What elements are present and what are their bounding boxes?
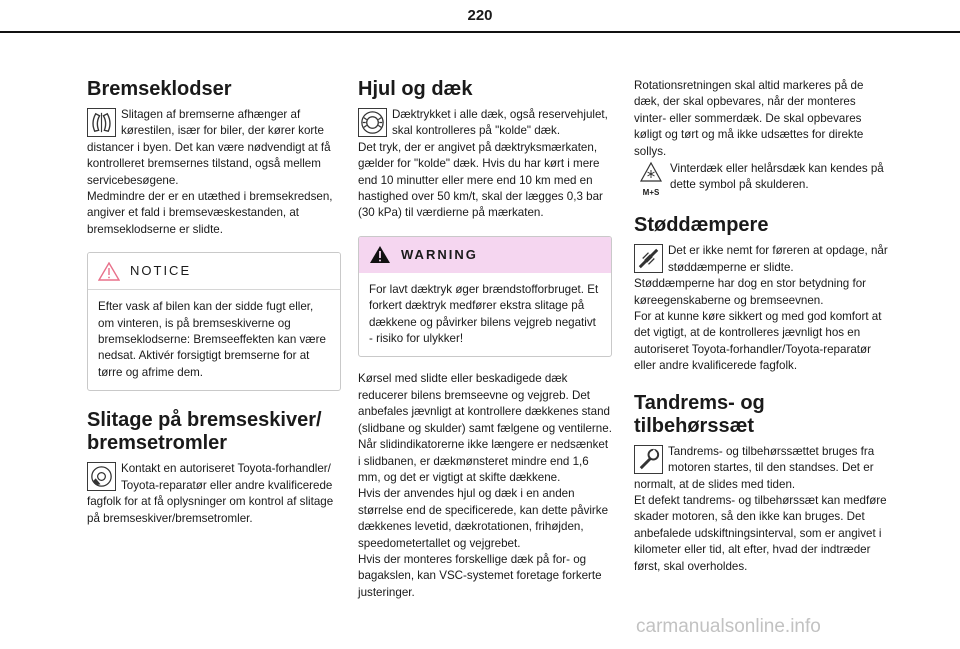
wrench-icon	[634, 445, 663, 474]
brake-pad-icon	[87, 108, 116, 137]
tyre-icon	[358, 108, 387, 137]
shock-text-3: For at kunne køre sikkert og med god komfort at det vigtigt, at de kontrolleres jævnligt hos en autoriseret Toyota-forhandler/Toyota-reparatør eller andre kvalificerede fagfolk.	[634, 310, 882, 373]
tyres-text-2: Det tryk, der er angivet på dæktryksmærkaten, gælder for "kolde" dæk. Hvis du har kørt i mere end 10 minutter eller mere end 10 km med en hastighed over 50 km/t, skal der lægges 0,3 bar (30 kPa) til værdierne på mærkaten.	[358, 140, 603, 220]
shock-absorber-icon	[634, 244, 663, 273]
snowflake-mountain-icon	[638, 161, 664, 183]
tyres-text-3: Kørsel med slidte eller beskadigede dæk reducerer bilens bremseevne og vejgreb. Det anbefales jævnligt at kontrollere dækkenes stand (slidbane og skulder) samt fælgene og ventilerne.	[358, 372, 612, 435]
brake-pads-text-2: Medmindre der er en utæthed i bremsekredsen, angiver et fald i bremsevæskestanden, at bremseklodserne er slidte.	[87, 190, 333, 236]
page-number: 220	[467, 7, 493, 24]
footer-watermark: carmanualsonline.info	[636, 616, 821, 637]
shock-text-1: Det er ikke nemt for føreren at opdage, når støddæmperne er slidte.	[668, 244, 888, 274]
column-3	[634, 78, 888, 575]
heading-shock-absorbers: Støddæmpere	[634, 214, 769, 237]
heading-brake-pads: Bremseklodser	[87, 78, 232, 100]
brake-pads-text-1: Slitagen af bremserne afhænger af kørestilen, især for biler, der kører korte distancer i byen. Det kan være nødvendigt at få kontrolleret bremsernes tilstand, også mellem servicebesøgene.	[87, 108, 331, 187]
shock-text-2: Støddæmperne har dog en stor betydning for køreegenskaberne og bremseevnen.	[634, 277, 867, 307]
warning-box	[358, 236, 612, 358]
warning-text: For lavt dæktryk øger brændstofforbruget. Et forkert dæktryk medfører ekstra slitage på dækkene og påvirker bilens vejgreb negativt - risiko for ulykker!	[369, 282, 599, 346]
brake-disc-icon	[87, 462, 116, 491]
warning-title: WARNING	[401, 246, 478, 262]
tyres-text-5: Hvis der anvendes hjul og dæk i en anden størrelse end de specificerede, kan dette påvirke dækkenes levetid, dækrotationen, frihøjden, speedometertallet og vejgrebet.	[358, 487, 609, 550]
winter-tyre-row	[634, 161, 888, 197]
heading-disc-wear: Slitage på bremseskiver/ bremsetromler	[87, 409, 322, 455]
belt-text-1: Tandrems- og tilbehørssættet bruges fra motoren startes, til den standses. Det er normalt, at de slides med tiden.	[634, 444, 875, 491]
winter-tyre-symbol	[634, 161, 668, 197]
heading-tyres: Hjul og dæk	[358, 78, 473, 100]
notice-text: Efter vask af bilen kan der sidde fugt eller, om vinteren, is på bremseskiverne og bremseklodserne: Bremseeffekten kan være nedsat. Aktivér forsigtigt bremserne for at tørre og afrime dem.	[98, 300, 326, 379]
notice-title: NOTICE	[130, 263, 192, 279]
rotation-text: Rotationsretningen skal altid markeres på de dæk, der skal opbevares, når der monteres vinter- eller sommerdæk. De skal opbevares køligt og tørt og må ikke udsættes for direkte sollys.	[634, 79, 864, 158]
heading-timing-belt: Tandrems- og tilbehørssæt	[634, 391, 765, 437]
notice-triangle-icon	[98, 262, 120, 281]
winter-tyre-text: Vinterdæk eller helårsdæk kan kendes på dette symbol på skulderen.	[670, 162, 884, 192]
tyres-text-1: Dæktrykket i alle dæk, også reservehjulet, skal kontrolleres på "kolde" dæk.	[392, 108, 608, 138]
ms-label: M+S	[642, 188, 660, 198]
column-2	[358, 78, 612, 601]
tyres-text-4: Når slidindikatorerne ikke længere er nedsænket i slidbanen, er dækmønsteret mindre end 1,6 mm, og det er vigtigt at skifte dækkene.	[358, 438, 609, 484]
notice-header	[88, 253, 340, 290]
belt-text-2: Et defekt tandrems- og tilbehørssæt kan medføre skader motoren, så den ikke kan bruges. Det anbefalede udskiftningsinterval, som er angivet i kilometer eller tid, alt efter, hvad der indtræder først, skal overholdes.	[634, 493, 887, 573]
column-1	[87, 78, 341, 527]
tyres-text-6: Hvis der monteres forskellige dæk på for- og bagakslen, kan VSC-systemet foretage forkerte justeringer.	[358, 552, 602, 599]
notice-box	[87, 252, 341, 391]
warning-triangle-icon	[369, 245, 391, 264]
disc-wear-text: Kontakt en autoriseret Toyota-forhandler/ Toyota-reparatør eller andre kvalificerede fagfolk for at få oplysninger om kontrol af slitage på bremseskiver/bremsetromler.	[87, 462, 334, 525]
header-rule	[0, 31, 960, 33]
warning-header	[359, 237, 611, 273]
